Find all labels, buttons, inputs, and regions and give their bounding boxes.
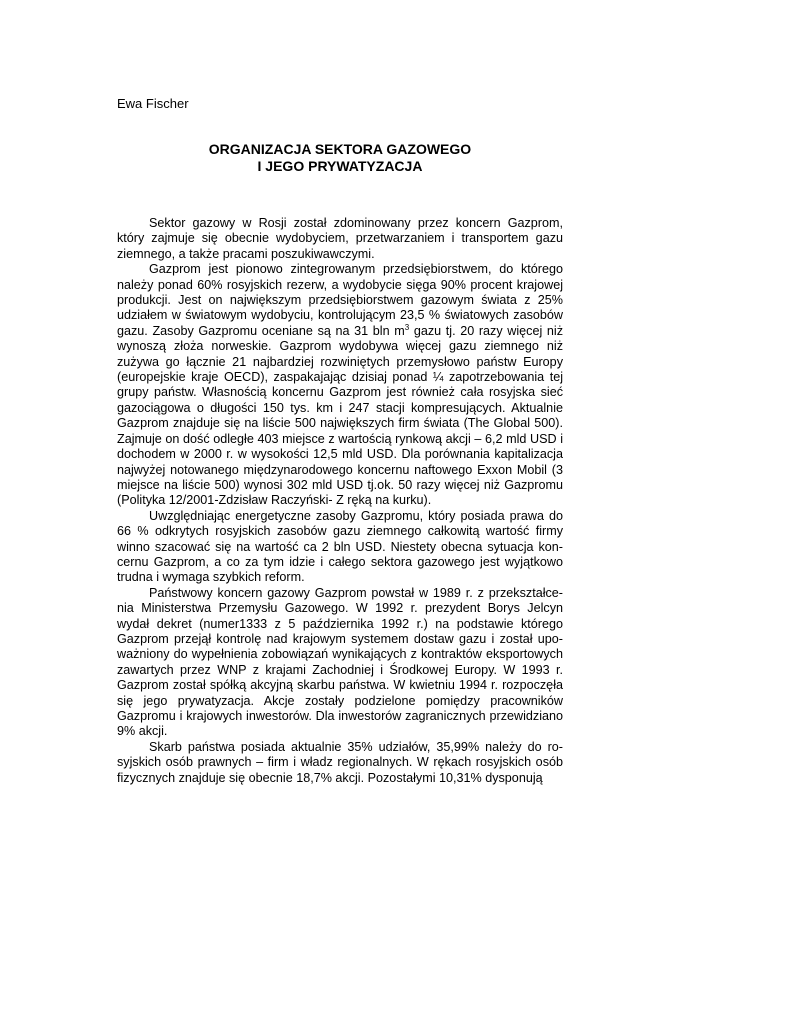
title-line-1: ORGANIZACJA SEKTORA GAZOWEGO: [208, 141, 472, 157]
paragraph-2-part-b: gazu tj. 20 razy więcej niż wynoszą złoża norweskie. Gazprom wydobywa więcej gazu ziemnego niż zużywa go łącznie 21 najbardziej rozwiniętych przemysłowo państw Europy (europejskie kraje OECD), zaspakajając dzisiaj ponad ¼ zapotrzebowania tej grupy państw. Własnością koncernu Gazprom jest również cała rosyjska sieć gazociągowa o długości 150 tys. km i 247 stacji kompresujących. Aktualnie Gazprom znajduje się na liście 500 największych firm świata (The Global 500). Zajmuje on dość odległe 403 miejsce z wartością rynkową akcji – 6,2 mld USD i dochodem w 2000 r. w wysokości 12,5 mld USD. Dla porównania kapitalizacja najwyżej notowanego międzynarodowego koncernu naftowego Exxon Mobil (3 miejsce na liście 500) wynosi 302 mld USD tj.ok. 50 razy więcej niż Gazpromu (Polityka 12/2001-Zdzisław Raczyński- Z ręką na kurku).: [117, 323, 564, 508]
paragraph-2-part-a: Gazprom jest pionowo zintegrowanym przedsiębiorstwem, do którego należy ponad 60% rosyjskich rezerw, a wydobycie sięga 90% procent krajowej produkcji. Jest on największym przedsiębiorstwem gazowym świata z 25% udziałem w światowym wydobyciu, kontrolującym 23,5 % światowych zasobów gazu. Zasoby Gazpromu oceniane są na 31 bln m: [117, 262, 563, 338]
paragraph-1: Sektor gazowy w Rosji został zdominowany przez koncern Gazprom, który zajmuje się obecnie wydobyciem, przetwarzaniem i transportem gazu ziemnego, a także pracami poszukiwawczymi.: [117, 216, 563, 261]
article-title: [117, 141, 563, 175]
paragraph-5: Skarb państwa posiada aktualnie 35% udziałów, 35,99% należy do rosyjskich osób prawnych – firm i władz regionalnych. W rękach rosyjskich osób fizycznych znajduje się obecnie 18,7% akcji. Pozostałymi 10,31% dysponują: [117, 739, 563, 785]
paragraph-3: Uwzględniając energetyczne zasoby Gazpromu, który posiada prawa do 66 % odkrytych rosyjskich zasobów gazu ziemnego całkowitą wartość firmy winno szacować się na wartość ca 2 bln USD. Niestety obecna sytuacja koncernu Gazprom, a co za tym idzie i całego sektora gazowego jest wyjątkowo trudna i wymaga szybkich reform.: [117, 508, 563, 585]
article-body: [117, 216, 563, 786]
paragraph-4: Państwowy koncern gazowy Gazprom powstał w 1989 r. z przekształcenia Ministerstwa Przemysłu Gazowego. W 1992 r. prezydent Borys Jelcyn wydał dekret (numer1333 z 5 października 1992 r.) na podstawie którego Gazprom przejął kontrolę nad krajowym systemem dostaw gazu i został upoważniony do wypełnienia zobowiązań wynikających z kontraktów eksportowych zawartych przez WNP z krajami Zachodniej i Środkowej Europy. W 1993 r. Gazprom został spółką akcyjną skarbu państwa. W kwietniu 1994 r. rozpoczęła się jego prywatyzacja. Akcje zostały podzielone pomiędzy pracowników Gazpromu i krajowych inwestorów. Dla inwestorów zagranicznych przewidziano 9% akcji.: [117, 585, 563, 739]
author-name: Ewa Fischer: [117, 96, 189, 111]
superscript-cubic: 3: [404, 322, 410, 332]
title-line-2: I JEGO PRYWATYZACJA: [257, 158, 423, 174]
paragraph-2: [117, 262, 563, 509]
